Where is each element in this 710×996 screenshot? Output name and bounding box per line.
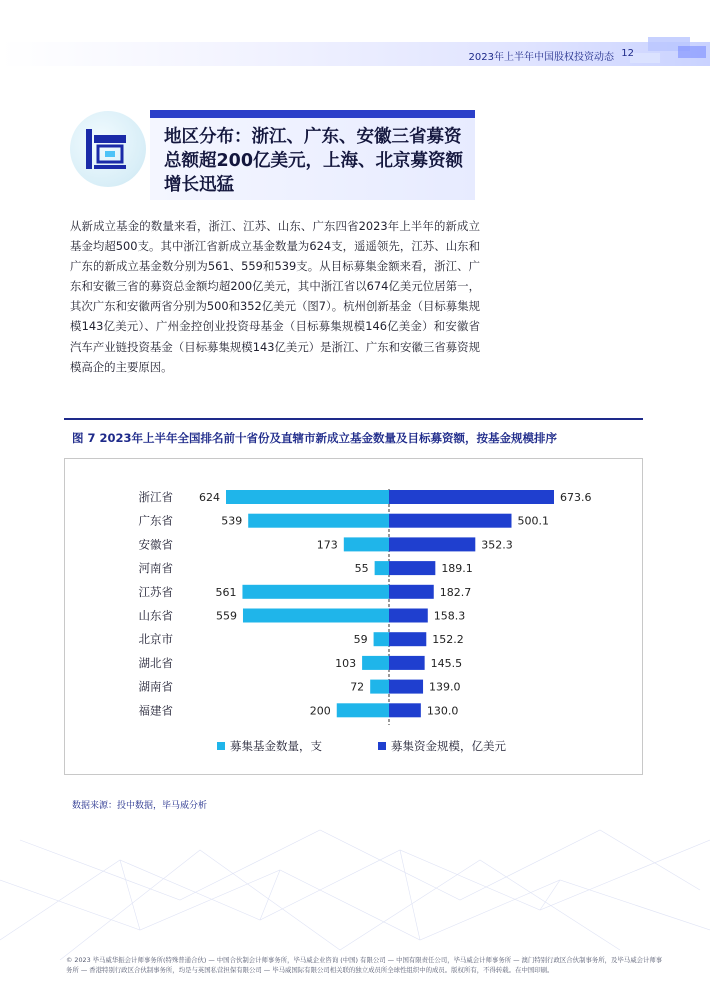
background-mesh (0, 820, 710, 960)
amount-value-label: 673.6 (560, 491, 592, 504)
amount-value-label: 500.1 (517, 514, 550, 528)
section-body: 从新成立基金的数量来看，浙江、江苏、山东、广东四省2023年上半年的新成立基金均超500支。其中浙江省新成立基金数量为624支，遥遥领先，江苏、山东和广东的新成立基金数分别为561、559和539支。从目标募集金额来看，浙江、广东和安徽三省的募资总金额均超200亿美元，其中浙江省以674亿美元位居第一，其次广东和安徽两省分别为500和352亿美元（图7）。杭州创新基金（目标募集规模143亿美元）、广州金控创业投资母基金（目标募集规模146亿美金）和安徽省汽车产业链投资基金（目标募集规模143亿美元）是浙江、广东和安徽三省募资规模高企的主要原因。 (70, 219, 480, 374)
count-bar (374, 632, 389, 646)
count-bar (248, 514, 389, 528)
category-label: 安徽省 (138, 537, 173, 552)
amount-value-label: 182.7 (439, 585, 472, 599)
amount-bar (389, 561, 435, 575)
count-value-label: 173 (316, 538, 338, 552)
chart-container (64, 458, 643, 775)
count-value-label: 72 (350, 680, 365, 694)
header-title: 2023年上半年中国股权投资动态 (468, 52, 614, 63)
count-value-label: 103 (335, 656, 357, 670)
section-title-bar (150, 110, 475, 118)
count-value-label: 561 (215, 585, 237, 599)
count-value-label: 559 (215, 609, 237, 623)
count-value-label: 55 (354, 562, 369, 576)
data-source: 数据来源：投中数据，毕马威分析 (72, 801, 208, 811)
category-label: 浙江省 (138, 490, 173, 504)
category-label: 江苏省 (138, 584, 173, 599)
category-label: 广东省 (138, 513, 173, 528)
building-icon (70, 111, 146, 187)
category-label: 湖北省 (138, 655, 173, 670)
amount-value-label: 152.2 (432, 633, 464, 647)
category-label: 湖南省 (138, 679, 173, 694)
count-bar (242, 585, 389, 599)
count-value-label: 624 (199, 491, 220, 504)
figure-caption: 图 7 2023年上半年全国排名前十省份及直辖市新成立基金数量及目标募资额，按基金规模排序 (72, 431, 558, 445)
amount-bar (389, 490, 554, 504)
bar-chart (65, 459, 642, 774)
footer-copyright: © 2023 毕马威华振会计师事务所(特殊普通合伙) — 中国合伙制会计师事务所，毕马威企业咨询 (中国) 有限公司 — 中国有限责任公司，毕马威会计师事务所 — 澳门特别行政区合伙制事务所，及毕马威会计师事务所 — 香港特别行政区合伙制事务所，均是与英国私营担保有限公司 — 毕马威国际有限公司相关联的独立成员所全球性组织中的成员。版权所有，不得转载。在中国印刷。 (66, 956, 663, 974)
amount-value-label: 145.5 (430, 656, 463, 670)
section-title: 地区分布：浙江、广东、安徽三省募资总额超200亿美元，上海、北京募资额增长迅猛 (164, 127, 464, 195)
figure-divider (64, 418, 643, 420)
category-label: 河南省 (138, 561, 173, 576)
legend-label-count: 募集基金数量，支 (230, 739, 322, 753)
legend-swatch-amount (378, 742, 386, 750)
amount-bar (389, 585, 434, 599)
count-bar (370, 680, 389, 694)
count-value-label: 59 (353, 633, 368, 647)
count-bar (243, 609, 389, 623)
amount-bar (389, 656, 425, 670)
count-bar (344, 537, 389, 551)
amount-bar (389, 609, 428, 623)
amount-bar (389, 632, 426, 646)
amount-bar (389, 514, 512, 528)
count-bar (362, 656, 389, 670)
count-bar (226, 490, 389, 504)
count-bar (337, 703, 389, 717)
header-decoration (630, 53, 660, 63)
category-label: 福建省 (138, 703, 173, 718)
amount-bar (389, 680, 423, 694)
count-value-label: 539 (221, 514, 243, 528)
amount-value-label: 158.3 (433, 609, 466, 623)
amount-value-label: 139.0 (429, 680, 461, 694)
amount-bar (389, 703, 421, 717)
section-icon-background (70, 111, 146, 187)
amount-value-label: 352.3 (481, 538, 513, 552)
category-label: 北京市 (138, 632, 173, 647)
legend-label-amount: 募集资金规模，亿美元 (391, 739, 506, 753)
category-label: 山东省 (138, 608, 173, 623)
header-decoration (678, 46, 706, 58)
count-value-label: 200 (309, 704, 331, 718)
amount-value-label: 130.0 (426, 704, 459, 718)
amount-value-label: 189.1 (441, 562, 473, 576)
legend-swatch-count (217, 742, 225, 750)
amount-bar (389, 537, 475, 551)
count-bar (375, 561, 389, 575)
page-number: 12 (621, 48, 634, 59)
